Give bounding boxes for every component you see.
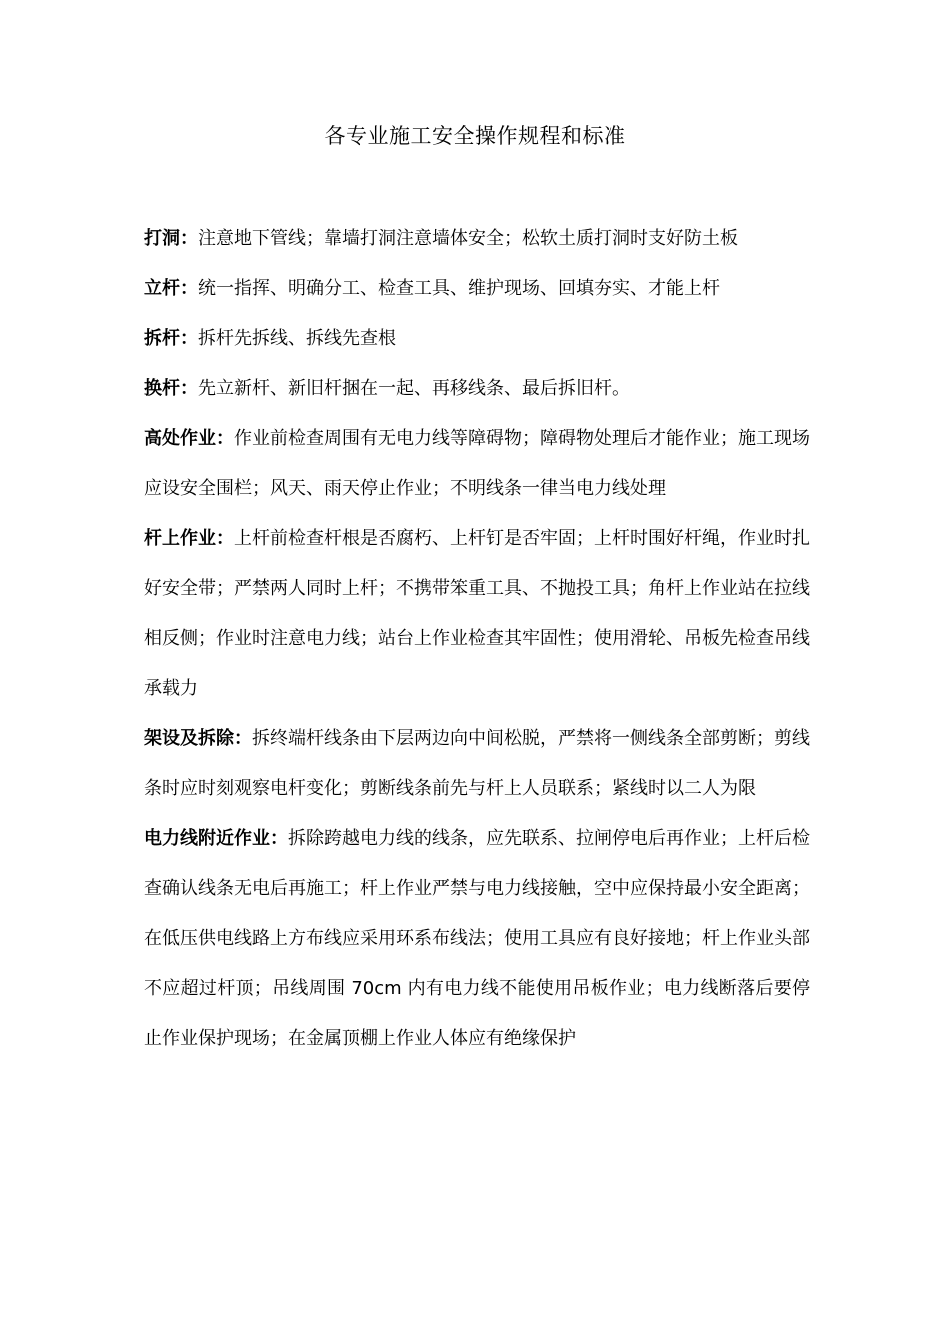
rule-label: 拆杆：	[144, 328, 198, 349]
rule-label: 打洞：	[144, 228, 198, 249]
rule-text: 拆除跨越电力线的线条，应先联系、拉闸停电后再作业；上杆后检查确认线条无电后再施工；杆上作业严禁与电力线接触，空中应保持最小安全距离；在低压供电线路上方布线应采用环系布线法；使用工具应有良好接地；杆上作业头部不应超过杆顶；吊线周围 70cm 内有电力线不能使用吊板作业；电力线断落后要停止作业保护现场；在金属顶棚上作业人体应有绝缘保护	[144, 828, 810, 1049]
rule-pole-work	[144, 514, 810, 714]
rule-text: 先立新杆、新旧杆捆在一起、再移线条、最后拆旧杆。	[198, 378, 630, 399]
rule-text: 注意地下管线；靠墙打洞注意墙体安全；松软土质打洞时支好防土板	[198, 228, 738, 249]
rule-text: 拆杆先拆线、拆线先查根	[198, 328, 396, 349]
rule-height-work	[144, 414, 810, 514]
rule-text: 上杆前检查杆根是否腐朽、上杆钉是否牢固；上杆时围好杆绳，作业时扎好安全带；严禁两人同时上杆；不携带笨重工具、不抛投工具；角杆上作业站在拉线相反侧；作业时注意电力线；站台上作业检查其牢固性；使用滑轮、吊板先检查吊线承载力	[144, 528, 810, 699]
rule-text: 统一指挥、明确分工、检查工具、维护现场、回填夯实、才能上杆	[198, 278, 720, 299]
rule-label: 换杆：	[144, 378, 198, 399]
rule-power-line-work	[144, 814, 810, 1064]
rule-text: 作业前检查周围有无电力线等障碍物；障碍物处理后才能作业；施工现场应设安全围栏；风天、雨天停止作业；不明线条一律当电力线处理	[144, 428, 810, 499]
rule-remove-pole	[144, 314, 810, 364]
rule-erect-pole	[144, 264, 810, 314]
rule-replace-pole	[144, 364, 810, 414]
rule-label: 杆上作业：	[144, 528, 234, 549]
rules-section	[144, 214, 810, 1064]
document-title: 各专业施工安全操作规程和标准	[324, 124, 626, 148]
rule-label: 高处作业：	[144, 428, 234, 449]
rule-label: 电力线附近作业：	[144, 828, 288, 849]
rule-dig-hole	[144, 214, 810, 264]
rule-text: 拆终端杆线条由下层两边向中间松脱，严禁将一侧线条全部剪断；剪线条时应时刻观察电杆变化；剪断线条前先与杆上人员联系；紧线时以二人为限	[144, 728, 810, 799]
rule-label: 立杆：	[144, 278, 198, 299]
rule-label: 架设及拆除：	[144, 728, 252, 749]
rule-install-remove	[144, 714, 810, 814]
